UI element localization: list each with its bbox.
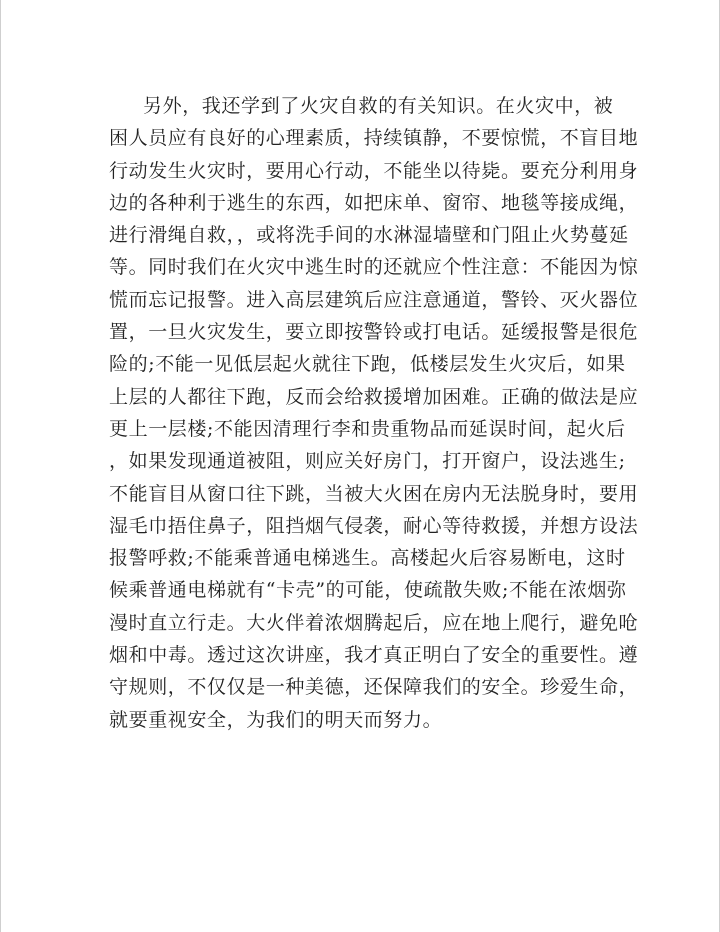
paragraph-line: 进行滑绳自救，，或将洗手间的水淋湿墙壁和门阻止火势蔓延 xyxy=(109,224,629,247)
paragraph-line: 候乘普通电梯就有“卡壳”的可能，使疏散失败;不能在浓烟弥 xyxy=(109,579,627,602)
paragraph-line: 漫时直立行走。大火伴着浓烟腾起后，应在地上爬行，避免呛 xyxy=(109,611,639,634)
paragraph-line: 就要重视安全，为我们的明天而努力。 xyxy=(109,708,443,731)
paragraph-line: 报警呼救;不能乘普通电梯逃生。高楼起火后容易断电，这时 xyxy=(109,547,626,570)
paragraph-line: 湿毛巾捂住鼻子，阻挡烟气侵袭，耐心等待救援，并想方设法 xyxy=(109,514,639,537)
paragraph-line: 不能盲目从窗口往下跳，当被大火困在房内无法脱身时，要用 xyxy=(109,482,639,505)
paragraph-line: ，如果发现通道被阻，则应关好房门，打开窗户，设法逃生; xyxy=(109,450,626,473)
paragraph-line: 困人员应有良好的心理素质，持续镇静，不要惊慌，不盲目地 xyxy=(109,127,639,150)
paragraph-line: 上层的人都往下跑，反而会给救援增加困难。正确的做法是应 xyxy=(109,385,639,408)
paragraph-line: 守规则，不仅仅是一种美德，还保障我们的安全。珍爱生命， xyxy=(109,676,639,699)
paragraph-line: 边的各种利于逃生的东西，如把床单、窗帘、地毯等接成绳， xyxy=(109,191,639,214)
paragraph-line: 慌而忘记报警。进入高层建筑后应注意通道，警铃、灭火器位 xyxy=(109,288,639,311)
paragraph-line: 险的;不能一见低层起火就往下跑，低楼层发生火灾后，如果 xyxy=(109,353,626,376)
paragraph-line: 另外，我还学到了火灾自救的有关知识。在火灾中，被 xyxy=(143,95,614,117)
paragraph-line: 行动发生火灾时，要用心行动，不能坐以待毙。要充分利用身 xyxy=(109,159,639,182)
paragraph-line: 置，一旦火灾发生，要立即按警铃或打电话。延缓报警是很危 xyxy=(109,321,639,344)
paragraph-line: 烟和中毒。透过这次讲座，我才真正明白了安全的重要性。遵 xyxy=(109,644,639,667)
body-paragraph xyxy=(109,90,639,736)
paragraph-line: 更上一层楼;不能因清理行李和贵重物品而延误时间，起火后 xyxy=(109,417,626,440)
paragraph-line: 等。同时我们在火灾中逃生时的还就应个性注意：不能因为惊 xyxy=(109,256,639,279)
